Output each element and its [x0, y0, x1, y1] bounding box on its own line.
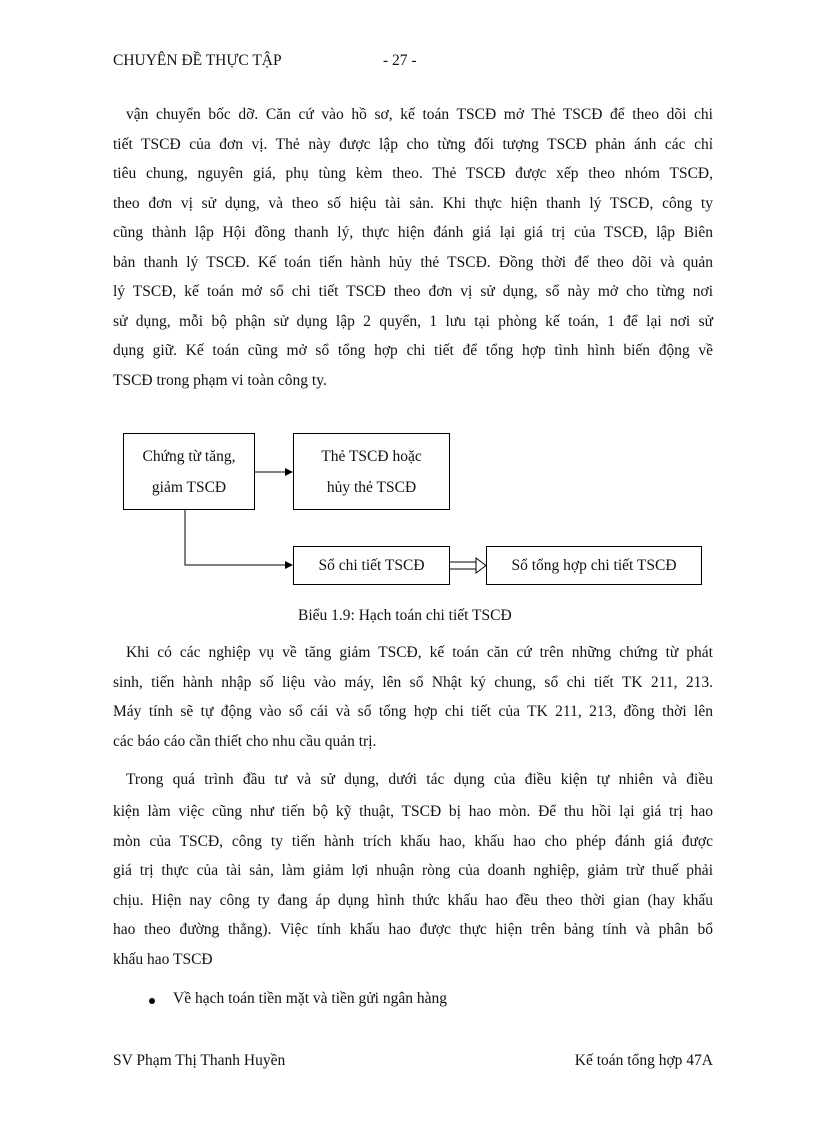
bullet-icon — [149, 998, 155, 1004]
footer-author: SV Phạm Thị Thanh Huyền — [113, 1052, 286, 1069]
paragraph-line: theo đơn vị sử dụng, và theo số hiệu tài sản. Khi thực hiện thanh lý TSCĐ, công ty — [113, 194, 713, 212]
paragraph-line: hao theo đường thẳng). Việc tính khấu hao được thực hiện trên bảng tính và phân bổ — [113, 921, 713, 938]
paragraph-line: giá trị thực của tài sản, làm giảm lợi nhuận ròng của doanh nghiệp, giảm trừ thuế phải — [113, 862, 713, 879]
box-line: Thẻ TSCĐ hoặc — [321, 447, 422, 465]
paragraph-2-first — [126, 638, 713, 668]
header-title: CHUYÊN ĐỀ THỰC TẬP — [113, 52, 282, 69]
paragraph-2-body — [113, 668, 713, 757]
box-line: hủy thẻ TSCĐ — [326, 478, 417, 496]
paragraph-line: tiêu chung, nguyên giá, phụ tùng kèm theo. Thẻ TSCĐ được xếp theo nhóm TSCĐ, — [113, 165, 713, 182]
paragraph-line: chịu. Hiện nay công ty đang áp dụng hình thức khấu hao đều theo thời gian (hay khấu — [113, 891, 713, 909]
paragraph-line: Máy tính sẽ tự động vào sổ cái và sổ tổng hợp chi tiết của TK 211, 213, đồng thời lên — [113, 703, 713, 720]
paragraph-line: vận chuyển bốc dỡ. Căn cứ vào hồ sơ, kế toán TSCĐ mở Thẻ TSCĐ để theo dõi chi — [126, 106, 713, 123]
paragraph-line: TSCĐ trong phạm vi toàn công ty. — [113, 371, 327, 389]
paragraph-line: cũng thành lập Hội đồng thanh lý, thực hiện đánh giá lại giá trị của TSCĐ, lập Biên — [113, 224, 713, 241]
paragraph-line: dụng giữ. Kế toán cũng mở sổ tổng hợp chi tiết để tổng hợp tình hình biến động về — [113, 342, 713, 359]
diagram-caption: Biểu 1.9: Hạch toán chi tiết TSCĐ — [298, 607, 512, 624]
paragraph-line: tiết TSCĐ của đơn vị. Thẻ này được lập cho từng đối tượng TSCĐ phản ánh các chỉ — [113, 135, 713, 153]
paragraph-line: Khi có các nghiệp vụ về tăng giảm TSCĐ, kế toán căn cứ trên những chứng từ phát — [126, 644, 713, 661]
page-number: - 27 - — [383, 52, 417, 69]
box-detail-ledger: Sổ chi tiết TSCĐ — [293, 546, 450, 585]
paragraph-3-body — [113, 797, 713, 974]
paragraph-line: sinh, tiến hành nhập số liệu vào máy, lên sổ Nhật ký chung, sổ chi tiết TK 211, 213. — [113, 673, 713, 691]
box-supporting-documents — [123, 433, 255, 510]
footer-class: Kế toán tổng hợp 47A — [574, 1052, 713, 1069]
paragraph-3-first — [126, 765, 713, 795]
box-summary-ledger: Sổ tổng hợp chi tiết TSCĐ — [486, 546, 702, 585]
paragraph-line: lý TSCĐ, kế toán mở sổ chi tiết TSCĐ theo đơn vị sử dụng, sổ này mở cho từng nơi — [113, 283, 713, 300]
paragraph-line: mòn của TSCĐ, công ty tiến hành trích khấu hao, khấu hao cho phép đánh giá được — [113, 832, 713, 850]
paragraph-line: bản thanh lý TSCĐ. Kế toán tiến hành hủy thẻ TSCĐ. Đồng thời để theo dõi và quản — [113, 253, 713, 271]
paragraph-line: khấu hao TSCĐ — [113, 950, 213, 968]
bullet-text: Về hạch toán tiền mặt và tiền gửi ngân hàng — [173, 990, 447, 1007]
box-line: Chứng từ tăng, — [142, 447, 236, 465]
paragraph-line: Trong quá trình đầu tư và sử dụng, dưới tác dụng của điều kiện tự nhiên và điều — [126, 771, 713, 788]
paragraph-line: kiện làm việc cũng như tiến bộ kỹ thuật, TSCĐ bị hao mòn. Để thu hồi lại giá trị hao — [113, 803, 713, 820]
box-line: giảm TSCĐ — [151, 478, 227, 496]
paragraph-line: các báo cáo cần thiết cho nhu cầu quản trị. — [113, 732, 377, 750]
paragraph-line: sử dụng, mỗi bộ phận sử dụng lập 2 quyển, 1 lưu tại phòng kế toán, 1 để lại nơi sử — [113, 312, 713, 330]
box-asset-card — [293, 433, 450, 510]
